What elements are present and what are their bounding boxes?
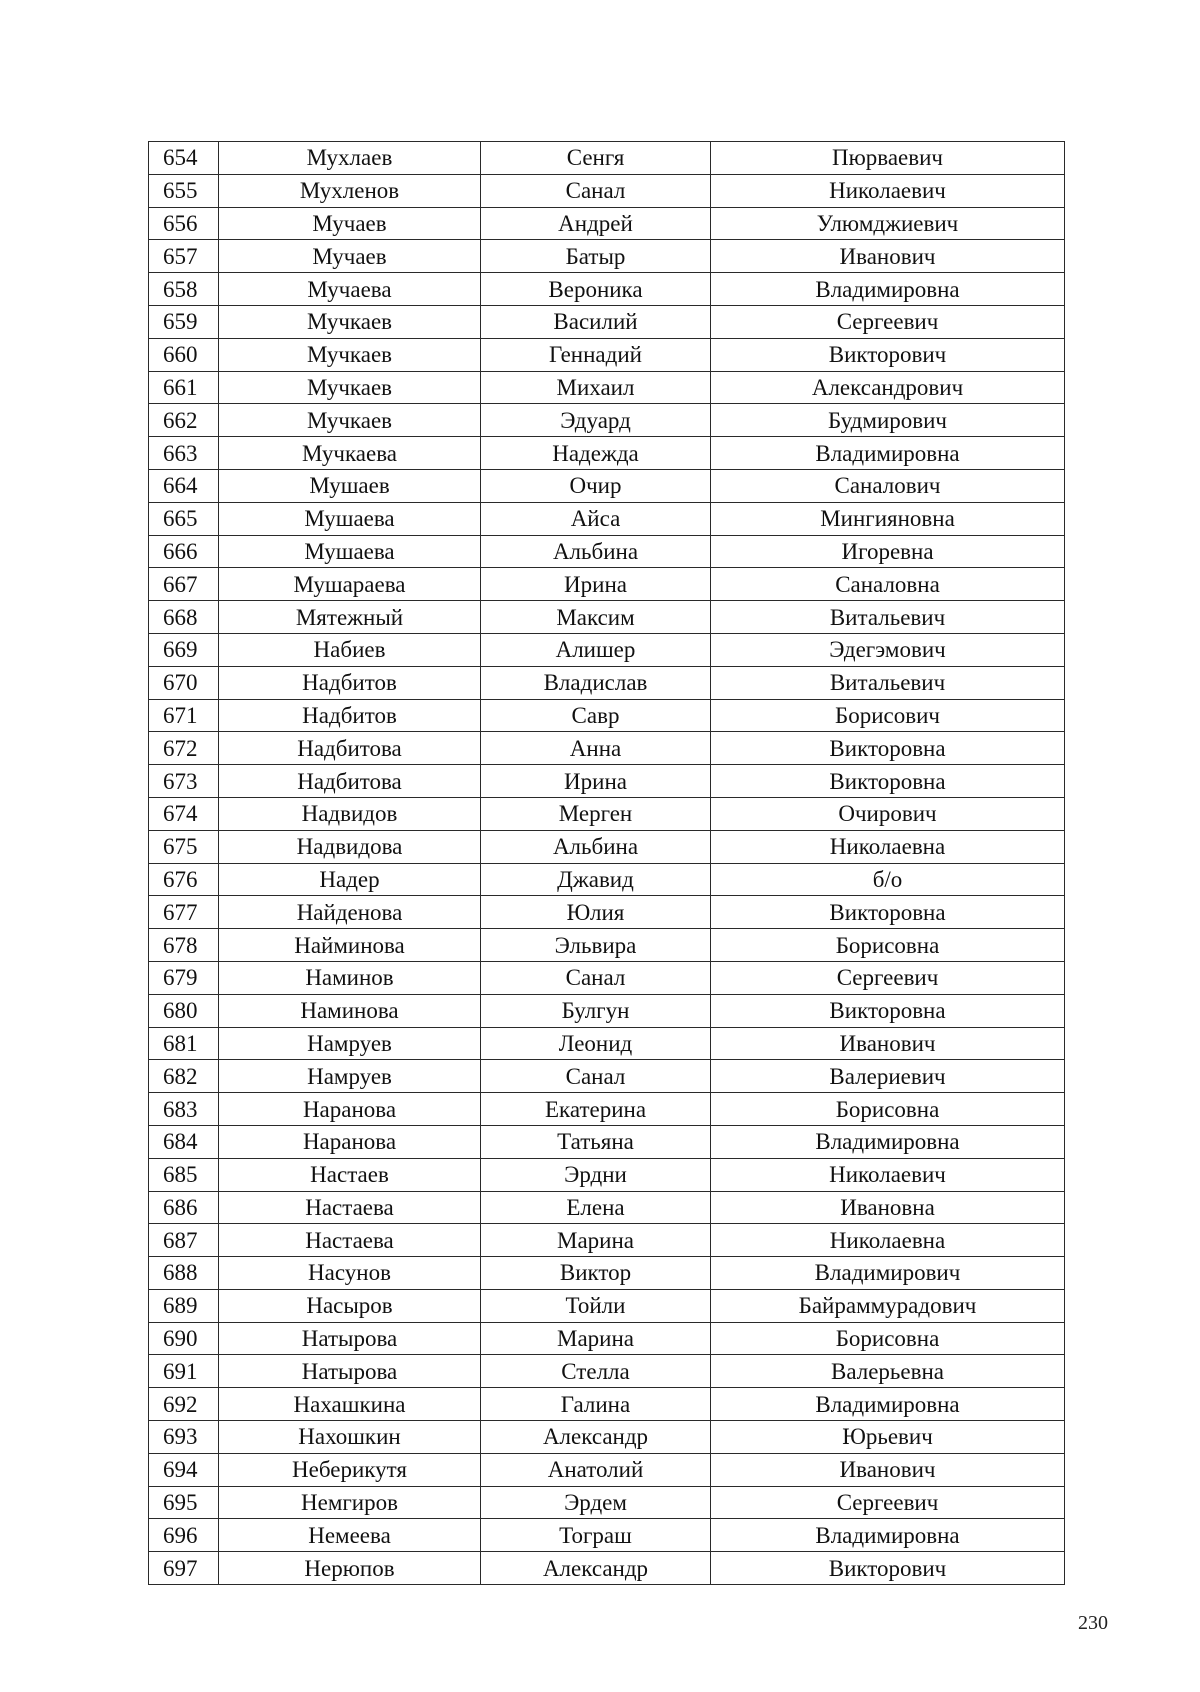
surname-cell: Настаева: [219, 1191, 481, 1224]
surname-cell: Надбитова: [219, 732, 481, 765]
patronymic-cell: Будмирович: [711, 404, 1065, 437]
patronymic-cell: Эдегэмович: [711, 633, 1065, 666]
surname-cell: Надбитов: [219, 699, 481, 732]
surname-cell: Намруев: [219, 1027, 481, 1060]
patronymic-cell: Николаевна: [711, 830, 1065, 863]
surname-cell: Мятежный: [219, 601, 481, 634]
table-row: [149, 1519, 1065, 1552]
row-number-cell: 679: [149, 961, 219, 994]
row-number-cell: 694: [149, 1453, 219, 1486]
patronymic-cell: Борисович: [711, 699, 1065, 732]
surname-cell: Натырова: [219, 1355, 481, 1388]
first-name-cell: Владислав: [481, 666, 711, 699]
row-number-cell: 663: [149, 437, 219, 470]
first-name-cell: Санал: [481, 961, 711, 994]
row-number-cell: 659: [149, 305, 219, 338]
table-row: [149, 338, 1065, 371]
row-number-cell: 662: [149, 404, 219, 437]
first-name-cell: Стелла: [481, 1355, 711, 1388]
row-number-cell: 656: [149, 207, 219, 240]
first-name-cell: Айса: [481, 502, 711, 535]
patronymic-cell: Викторовна: [711, 765, 1065, 798]
patronymic-cell: Иванович: [711, 1027, 1065, 1060]
row-number-cell: 678: [149, 929, 219, 962]
table-row: [149, 207, 1065, 240]
table-body: [149, 142, 1065, 1585]
first-name-cell: Санал: [481, 1060, 711, 1093]
surname-cell: Мучкаев: [219, 371, 481, 404]
row-number-cell: 661: [149, 371, 219, 404]
row-number-cell: 670: [149, 666, 219, 699]
table-row: [149, 1552, 1065, 1585]
patronymic-cell: Витальевич: [711, 601, 1065, 634]
table-row: [149, 896, 1065, 929]
surname-cell: Надбитова: [219, 765, 481, 798]
patronymic-cell: Иванович: [711, 240, 1065, 273]
surname-cell: Мухлаев: [219, 142, 481, 175]
row-number-cell: 666: [149, 535, 219, 568]
patronymic-cell: Валерьевна: [711, 1355, 1065, 1388]
surname-cell: Мучаева: [219, 273, 481, 306]
patronymic-cell: Улюмджиевич: [711, 207, 1065, 240]
patronymic-cell: Ивановна: [711, 1191, 1065, 1224]
row-number-cell: 696: [149, 1519, 219, 1552]
first-name-cell: Андрей: [481, 207, 711, 240]
surname-cell: Немеева: [219, 1519, 481, 1552]
row-number-cell: 672: [149, 732, 219, 765]
first-name-cell: Михаил: [481, 371, 711, 404]
row-number-cell: 671: [149, 699, 219, 732]
first-name-cell: Виктор: [481, 1257, 711, 1290]
patronymic-cell: Викторовна: [711, 732, 1065, 765]
row-number-cell: 685: [149, 1158, 219, 1191]
surname-cell: Надбитов: [219, 666, 481, 699]
table-row: [149, 929, 1065, 962]
surname-cell: Мучкаева: [219, 437, 481, 470]
surname-cell: Настаев: [219, 1158, 481, 1191]
surname-cell: Надер: [219, 863, 481, 896]
table-row: [149, 765, 1065, 798]
patronymic-cell: Викторович: [711, 338, 1065, 371]
row-number-cell: 692: [149, 1388, 219, 1421]
first-name-cell: Булгун: [481, 994, 711, 1027]
table-row: [149, 1388, 1065, 1421]
surname-cell: Наминова: [219, 994, 481, 1027]
first-name-cell: Василий: [481, 305, 711, 338]
first-name-cell: Ирина: [481, 765, 711, 798]
first-name-cell: Сенгя: [481, 142, 711, 175]
row-number-cell: 676: [149, 863, 219, 896]
patronymic-cell: Сергеевич: [711, 305, 1065, 338]
table-row: [149, 142, 1065, 175]
first-name-cell: Надежда: [481, 437, 711, 470]
patronymic-cell: Борисовна: [711, 929, 1065, 962]
patronymic-cell: Игоревна: [711, 535, 1065, 568]
patronymic-cell: Александрович: [711, 371, 1065, 404]
table-row: [149, 371, 1065, 404]
table-row: [149, 699, 1065, 732]
row-number-cell: 695: [149, 1486, 219, 1519]
first-name-cell: Джавид: [481, 863, 711, 896]
surname-cell: Мушаева: [219, 502, 481, 535]
surname-cell: Надвидов: [219, 797, 481, 830]
first-name-cell: Алишер: [481, 633, 711, 666]
patronymic-cell: Витальевич: [711, 666, 1065, 699]
row-number-cell: 675: [149, 830, 219, 863]
first-name-cell: Анатолий: [481, 1453, 711, 1486]
row-number-cell: 677: [149, 896, 219, 929]
first-name-cell: Эльвира: [481, 929, 711, 962]
surname-cell: Мучкаев: [219, 338, 481, 371]
row-number-cell: 691: [149, 1355, 219, 1388]
table-row: [149, 469, 1065, 502]
surname-cell: Нерюпов: [219, 1552, 481, 1585]
first-name-cell: Тограш: [481, 1519, 711, 1552]
table-row: [149, 732, 1065, 765]
table-row: [149, 961, 1065, 994]
table-row: [149, 830, 1065, 863]
row-number-cell: 684: [149, 1125, 219, 1158]
table-row: [149, 1060, 1065, 1093]
patronymic-cell: б/о: [711, 863, 1065, 896]
patronymic-cell: Викторовна: [711, 896, 1065, 929]
row-number-cell: 657: [149, 240, 219, 273]
row-number-cell: 654: [149, 142, 219, 175]
table-row: [149, 568, 1065, 601]
table-row: [149, 404, 1065, 437]
surname-cell: Мучаев: [219, 240, 481, 273]
page-number: 230: [1078, 1612, 1108, 1634]
row-number-cell: 669: [149, 633, 219, 666]
patronymic-cell: Сергеевич: [711, 961, 1065, 994]
first-name-cell: Ирина: [481, 568, 711, 601]
surname-cell: Надвидова: [219, 830, 481, 863]
row-number-cell: 687: [149, 1224, 219, 1257]
surname-cell: Намруев: [219, 1060, 481, 1093]
row-number-cell: 697: [149, 1552, 219, 1585]
patronymic-cell: Сергеевич: [711, 1486, 1065, 1519]
first-name-cell: Тойли: [481, 1289, 711, 1322]
row-number-cell: 660: [149, 338, 219, 371]
patronymic-cell: Владимировна: [711, 437, 1065, 470]
row-number-cell: 655: [149, 174, 219, 207]
patronymic-cell: Мингияновна: [711, 502, 1065, 535]
table-row: [149, 797, 1065, 830]
first-name-cell: Максим: [481, 601, 711, 634]
first-name-cell: Батыр: [481, 240, 711, 273]
surname-cell: Нахашкина: [219, 1388, 481, 1421]
row-number-cell: 682: [149, 1060, 219, 1093]
table-row: [149, 1322, 1065, 1355]
row-number-cell: 667: [149, 568, 219, 601]
first-name-cell: Эрдни: [481, 1158, 711, 1191]
row-number-cell: 673: [149, 765, 219, 798]
table-row: [149, 502, 1065, 535]
surname-cell: Натырова: [219, 1322, 481, 1355]
first-name-cell: Вероника: [481, 273, 711, 306]
table-row: [149, 863, 1065, 896]
row-number-cell: 688: [149, 1257, 219, 1290]
table-row: [149, 1224, 1065, 1257]
patronymic-cell: Пюрваевич: [711, 142, 1065, 175]
first-name-cell: Галина: [481, 1388, 711, 1421]
surname-cell: Немгиров: [219, 1486, 481, 1519]
row-number-cell: 689: [149, 1289, 219, 1322]
patronymic-cell: Николаевич: [711, 174, 1065, 207]
first-name-cell: Мерген: [481, 797, 711, 830]
row-number-cell: 680: [149, 994, 219, 1027]
row-number-cell: 674: [149, 797, 219, 830]
table-row: [149, 535, 1065, 568]
surname-cell: Мучкаев: [219, 305, 481, 338]
patronymic-cell: Иванович: [711, 1453, 1065, 1486]
patronymic-cell: Очирович: [711, 797, 1065, 830]
surname-cell: Наранова: [219, 1093, 481, 1126]
table-row: [149, 633, 1065, 666]
row-number-cell: 693: [149, 1421, 219, 1454]
first-name-cell: Савр: [481, 699, 711, 732]
surname-cell: Мучкаев: [219, 404, 481, 437]
row-number-cell: 686: [149, 1191, 219, 1224]
row-number-cell: 683: [149, 1093, 219, 1126]
patronymic-cell: Юрьевич: [711, 1421, 1065, 1454]
surname-cell: Неберикутя: [219, 1453, 481, 1486]
first-name-cell: Анна: [481, 732, 711, 765]
first-name-cell: Альбина: [481, 535, 711, 568]
patronymic-cell: Борисовна: [711, 1322, 1065, 1355]
row-number-cell: 690: [149, 1322, 219, 1355]
first-name-cell: Очир: [481, 469, 711, 502]
surname-cell: Насунов: [219, 1257, 481, 1290]
patronymic-cell: Борисовна: [711, 1093, 1065, 1126]
patronymic-cell: Николаевич: [711, 1158, 1065, 1191]
surname-cell: Наминов: [219, 961, 481, 994]
row-number-cell: 664: [149, 469, 219, 502]
first-name-cell: Татьяна: [481, 1125, 711, 1158]
table-row: [149, 273, 1065, 306]
table-row: [149, 994, 1065, 1027]
surname-cell: Набиев: [219, 633, 481, 666]
surname-cell: Мушаев: [219, 469, 481, 502]
first-name-cell: Елена: [481, 1191, 711, 1224]
first-name-cell: Екатерина: [481, 1093, 711, 1126]
table-row: [149, 1257, 1065, 1290]
first-name-cell: Санал: [481, 174, 711, 207]
surname-cell: Насыров: [219, 1289, 481, 1322]
table-row: [149, 240, 1065, 273]
patronymic-cell: Байраммурадович: [711, 1289, 1065, 1322]
row-number-cell: 658: [149, 273, 219, 306]
first-name-cell: Юлия: [481, 896, 711, 929]
row-number-cell: 665: [149, 502, 219, 535]
patronymic-cell: Викторовна: [711, 994, 1065, 1027]
table-row: [149, 174, 1065, 207]
first-name-cell: Александр: [481, 1421, 711, 1454]
patronymic-cell: Владимирович: [711, 1257, 1065, 1290]
table-row: [149, 437, 1065, 470]
names-table: [148, 141, 1065, 1585]
first-name-cell: Леонид: [481, 1027, 711, 1060]
patronymic-cell: Владимировна: [711, 1519, 1065, 1552]
first-name-cell: Эдуард: [481, 404, 711, 437]
table-row: [149, 1093, 1065, 1126]
row-number-cell: 681: [149, 1027, 219, 1060]
first-name-cell: Марина: [481, 1224, 711, 1257]
table-row: [149, 1158, 1065, 1191]
table-row: [149, 305, 1065, 338]
surname-cell: Найденова: [219, 896, 481, 929]
table-row: [149, 1453, 1065, 1486]
first-name-cell: Альбина: [481, 830, 711, 863]
first-name-cell: Геннадий: [481, 338, 711, 371]
row-number-cell: 668: [149, 601, 219, 634]
surname-cell: Нахошкин: [219, 1421, 481, 1454]
table-row: [149, 1289, 1065, 1322]
first-name-cell: Марина: [481, 1322, 711, 1355]
table-row: [149, 1027, 1065, 1060]
surname-cell: Мучаев: [219, 207, 481, 240]
table-row: [149, 1191, 1065, 1224]
surname-cell: Найминова: [219, 929, 481, 962]
table-row: [149, 1421, 1065, 1454]
surname-cell: Мушаева: [219, 535, 481, 568]
patronymic-cell: Саналовна: [711, 568, 1065, 601]
table-row: [149, 1125, 1065, 1158]
table-row: [149, 1355, 1065, 1388]
surname-cell: Мушараева: [219, 568, 481, 601]
patronymic-cell: Валериевич: [711, 1060, 1065, 1093]
table-row: [149, 601, 1065, 634]
patronymic-cell: Владимировна: [711, 273, 1065, 306]
surname-cell: Наранова: [219, 1125, 481, 1158]
patronymic-cell: Владимировна: [711, 1125, 1065, 1158]
surname-cell: Мухленов: [219, 174, 481, 207]
patronymic-cell: Николаевна: [711, 1224, 1065, 1257]
first-name-cell: Эрдем: [481, 1486, 711, 1519]
patronymic-cell: Саналович: [711, 469, 1065, 502]
surname-cell: Настаева: [219, 1224, 481, 1257]
first-name-cell: Александр: [481, 1552, 711, 1585]
table-row: [149, 666, 1065, 699]
patronymic-cell: Владимировна: [711, 1388, 1065, 1421]
table-row: [149, 1486, 1065, 1519]
patronymic-cell: Викторович: [711, 1552, 1065, 1585]
